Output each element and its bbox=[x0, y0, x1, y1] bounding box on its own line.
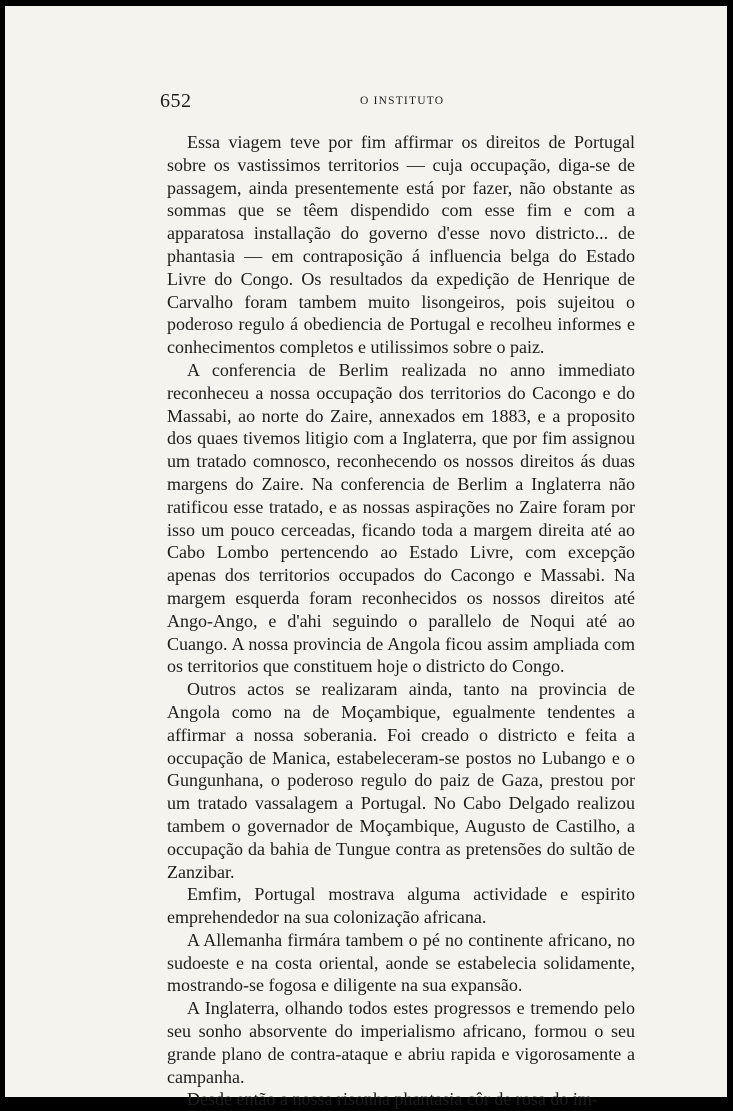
article-body bbox=[167, 131, 635, 1111]
paragraph: Desde então a nossa risonha phantasia côr de rosa do im- bbox=[187, 1089, 598, 1110]
paragraph: Essa viagem teve por fim affirmar os direitos de Portugal sobre os vastissimos territorios — cuja occupação, diga-se de passagem, ainda presentemente está por fazer, não obstante as sommas que se têem dispendido com esse fim e com a apparatosa installação do governo d'esse novo districto... de phantasia — em contraposição á influencia belga do Estado Livre do Congo. Os resultados da expedição de Henrique de Carvalho foram tambem muito lisongeiros, pois sujeitou o poderoso regulo á obediencia de Portugal e recolheu informes e conhecimentos completos e utilissimos sobre o paiz. bbox=[167, 132, 635, 358]
scan-border-right bbox=[727, 0, 733, 1104]
paragraph: Outros actos se realizaram ainda, tanto na provincia de Angola como na de Moçambique, egualmente tendentes a affirmar a nossa soberania. Foi creado o districto e feita a occupação de Manica, estabeleceram-se postos no Lubango e o Gungunhana, o poderoso regulo do paiz de Gaza, prestou por um tratado vassalagem a Portugal. No Cabo Delgado realizou tambem o governador de Moçambique, Augusto de Castilho, a occupação da bahia de Tungue contra as pretensões do sultão de Zanzibar. bbox=[167, 679, 635, 882]
paragraph: A conferencia de Berlim realizada no anno immediato reconheceu a nossa occupação dos territorios do Cacongo e do Massabi, ao norte do Zaire, annexados em 1883, e a proposito dos quaes tivemos litigio com a Inglaterra, que por fim assignou um tratado comnosco, reconhecendo os nossos direitos ás duas margens do Zaire. Na conferencia de Berlim a Inglaterra não ratificou esse tratado, e as nossas aspirações no Zaire foram por isso um pouco cerceadas, ficando toda a margem direita até ao Cabo Lombo pertencendo ao Estado Livre, com excepção apenas dos territorios occupados do Cacongo e Massabi. Na margem esquerda foram reconhecidos os nossos direitos até Ango-Ango, e d'ahi seguindo o parallelo de Noqui até ao Cuango. A nossa provincia de Angola ficou assim ampliada com os territorios que constituem hoje o districto do Congo. bbox=[167, 359, 635, 677]
paragraph: A Inglaterra, olhando todos estes progressos e tremendo pelo seu sonho absorvente do imperialismo africano, formou o seu grande plano de contra-ataque e abriu rapida e vigorosamente a campanha. bbox=[167, 998, 635, 1087]
paragraph: A Allemanha firmára tambem o pé no continente africano, no sudoeste e na costa oriental, aonde se estabelecia solidamente, mostrando-se fogosa e diligente na sua expansão. bbox=[167, 929, 635, 996]
page-number: 652 bbox=[160, 90, 192, 112]
page-header bbox=[160, 90, 634, 116]
document-page bbox=[5, 6, 727, 1110]
running-title: O INSTITUTO bbox=[360, 95, 445, 107]
paragraph: Emfim, Portugal mostrava alguma actividade e espirito emprehendedor na sua colonização africana. bbox=[167, 884, 635, 928]
